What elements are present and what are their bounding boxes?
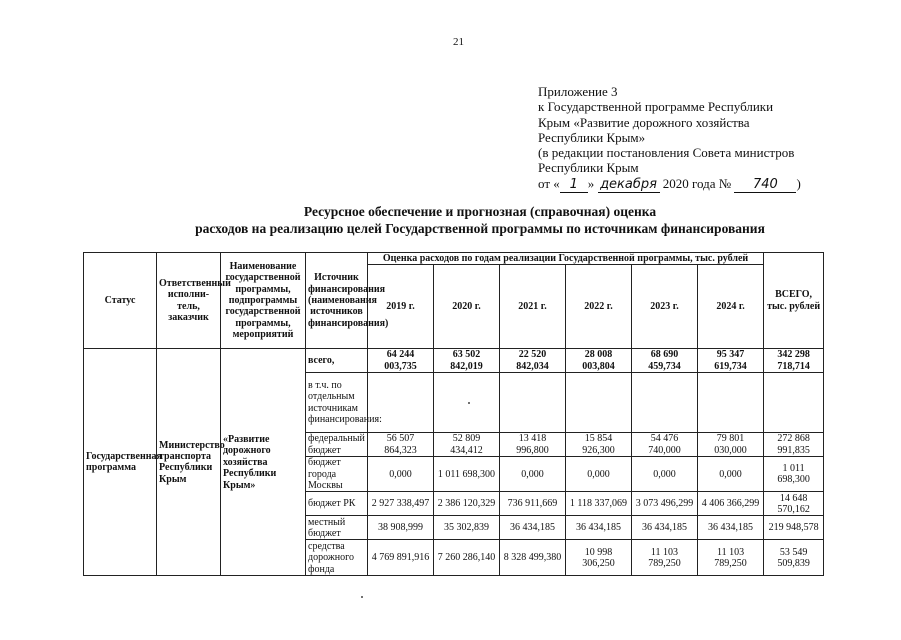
handwritten-month: декабря [598, 178, 660, 193]
value-cell: 1 118 337,069 [566, 492, 632, 516]
status-cell: Государственная программа [84, 349, 157, 576]
source-cell: средства дорожного фонда [306, 540, 368, 576]
date-sep: » [587, 175, 595, 191]
total-cell [764, 373, 824, 433]
value-cell: 36 434,185 [632, 516, 698, 540]
appendix-line: Крым «Развитие дорожного хозяйства [538, 114, 750, 130]
document-title [100, 203, 860, 237]
value-cell: 0,000 [698, 457, 764, 492]
header-executor: Ответственный исполни-тель, заказчик [157, 253, 221, 349]
value-cell: 2 927 338,497 [368, 492, 434, 516]
resource-table [83, 252, 824, 576]
source-cell: бюджет РК [306, 492, 368, 516]
header-year: 2022 г. [566, 265, 632, 349]
value-cell: 13 418 996,800 [500, 433, 566, 457]
header-year: 2021 г. [500, 265, 566, 349]
scan-speck [361, 596, 363, 598]
value-cell: 0,000 [368, 457, 434, 492]
value-cell: 4 406 366,299 [698, 492, 764, 516]
value-cell [698, 373, 764, 433]
value-cell: 36 434,185 [566, 516, 632, 540]
value-cell: 64 244 003,735 [368, 349, 434, 373]
value-cell: 4 769 891,916 [368, 540, 434, 576]
value-cell: 0,000 [500, 457, 566, 492]
header-source: Источник финансирования (наименования источников финансирования) [306, 253, 368, 349]
value-cell: 11 103 789,250 [632, 540, 698, 576]
appendix-block [538, 84, 801, 193]
value-cell: 7 260 286,140 [434, 540, 500, 576]
header-year: 2023 г. [632, 265, 698, 349]
total-cell: 53 549 509,839 [764, 540, 824, 576]
header-year: 2024 г. [698, 265, 764, 349]
value-cell: 35 302,839 [434, 516, 500, 540]
header-year: 2019 г. [368, 265, 434, 349]
value-cell: 28 008 003,804 [566, 349, 632, 373]
value-cell: 15 854 926,300 [566, 433, 632, 457]
header-status: Статус [84, 253, 157, 349]
handwritten-number: 740 [734, 178, 796, 193]
value-cell: 3 073 496,299 [632, 492, 698, 516]
appendix-line: (в редакции постановления Совета министров [538, 145, 795, 161]
value-cell [434, 373, 500, 433]
scan-speck [468, 402, 470, 404]
source-cell: всего, [306, 349, 368, 373]
value-cell: 11 103 789,250 [698, 540, 764, 576]
total-cell: 342 298 718,714 [764, 349, 824, 373]
program-name-cell: «Развитие дорожного хозяйства Республики Крым» [221, 349, 306, 576]
header-program-name: Наименование государственной программы, подпрограммы государственной программы, мероприятий [221, 253, 306, 349]
value-cell: 736 911,669 [500, 492, 566, 516]
total-cell: 272 868 991,835 [764, 433, 824, 457]
appendix-line: Приложение 3 [538, 84, 618, 99]
value-cell: 54 476 740,000 [632, 433, 698, 457]
executor-cell: Министерство транспорта Республики Крым [157, 349, 221, 576]
total-cell: 1 011 698,300 [764, 457, 824, 492]
source-cell: федеральный бюджет [306, 433, 368, 457]
appendix-line: к Государственной программе Республики [538, 99, 774, 115]
appendix-line: Республики Крым» [538, 129, 646, 145]
source-cell: местный бюджет [306, 516, 368, 540]
value-cell: 10 998 306,250 [566, 540, 632, 576]
date-suffix: ) [796, 175, 801, 191]
header-total: ВСЕГО, тыс. рублей [764, 253, 824, 349]
value-cell [500, 373, 566, 433]
total-cell: 14 648 570,162 [764, 492, 824, 516]
value-cell: 79 801 030,000 [698, 433, 764, 457]
value-cell: 36 434,185 [500, 516, 566, 540]
handwritten-day: 1 [560, 178, 588, 193]
value-cell: 0,000 [566, 457, 632, 492]
value-cell: 1 011 698,300 [434, 457, 500, 492]
appendix-line: Республики Крым [538, 160, 639, 176]
value-cell: 95 347 619,734 [698, 349, 764, 373]
appendix-date-line [538, 176, 801, 193]
header-estimate-group: Оценка расходов по годам реализации Государственной программы, тыс. рублей [368, 253, 764, 265]
table-row [84, 349, 824, 373]
value-cell [632, 373, 698, 433]
value-cell: 63 502 842,019 [434, 349, 500, 373]
total-cell: 219 948,578 [764, 516, 824, 540]
value-cell: 2 386 120,329 [434, 492, 500, 516]
value-cell: 8 328 499,380 [500, 540, 566, 576]
source-cell: бюджет города Москвы [306, 457, 368, 492]
header-year: 2020 г. [434, 265, 500, 349]
value-cell: 68 690 459,734 [632, 349, 698, 373]
value-cell: 0,000 [632, 457, 698, 492]
value-cell: 52 809 434,412 [434, 433, 500, 457]
title-line-2: расходов на реализацию целей Государственной программы по источникам финансирования [195, 221, 765, 236]
value-cell: 38 908,999 [368, 516, 434, 540]
date-year: 2020 года № [662, 175, 732, 191]
source-cell: в т.ч. по отдельным источникам финансирования: [306, 373, 368, 433]
header-row [84, 253, 824, 265]
page-number: 21 [453, 36, 464, 48]
value-cell: 36 434,185 [698, 516, 764, 540]
title-line-1: Ресурсное обеспечение и прогнозная (справочная) оценка [303, 204, 657, 219]
value-cell [566, 373, 632, 433]
value-cell: 56 507 864,323 [368, 433, 434, 457]
value-cell: 22 520 842,034 [500, 349, 566, 373]
date-prefix: от « [538, 175, 560, 191]
